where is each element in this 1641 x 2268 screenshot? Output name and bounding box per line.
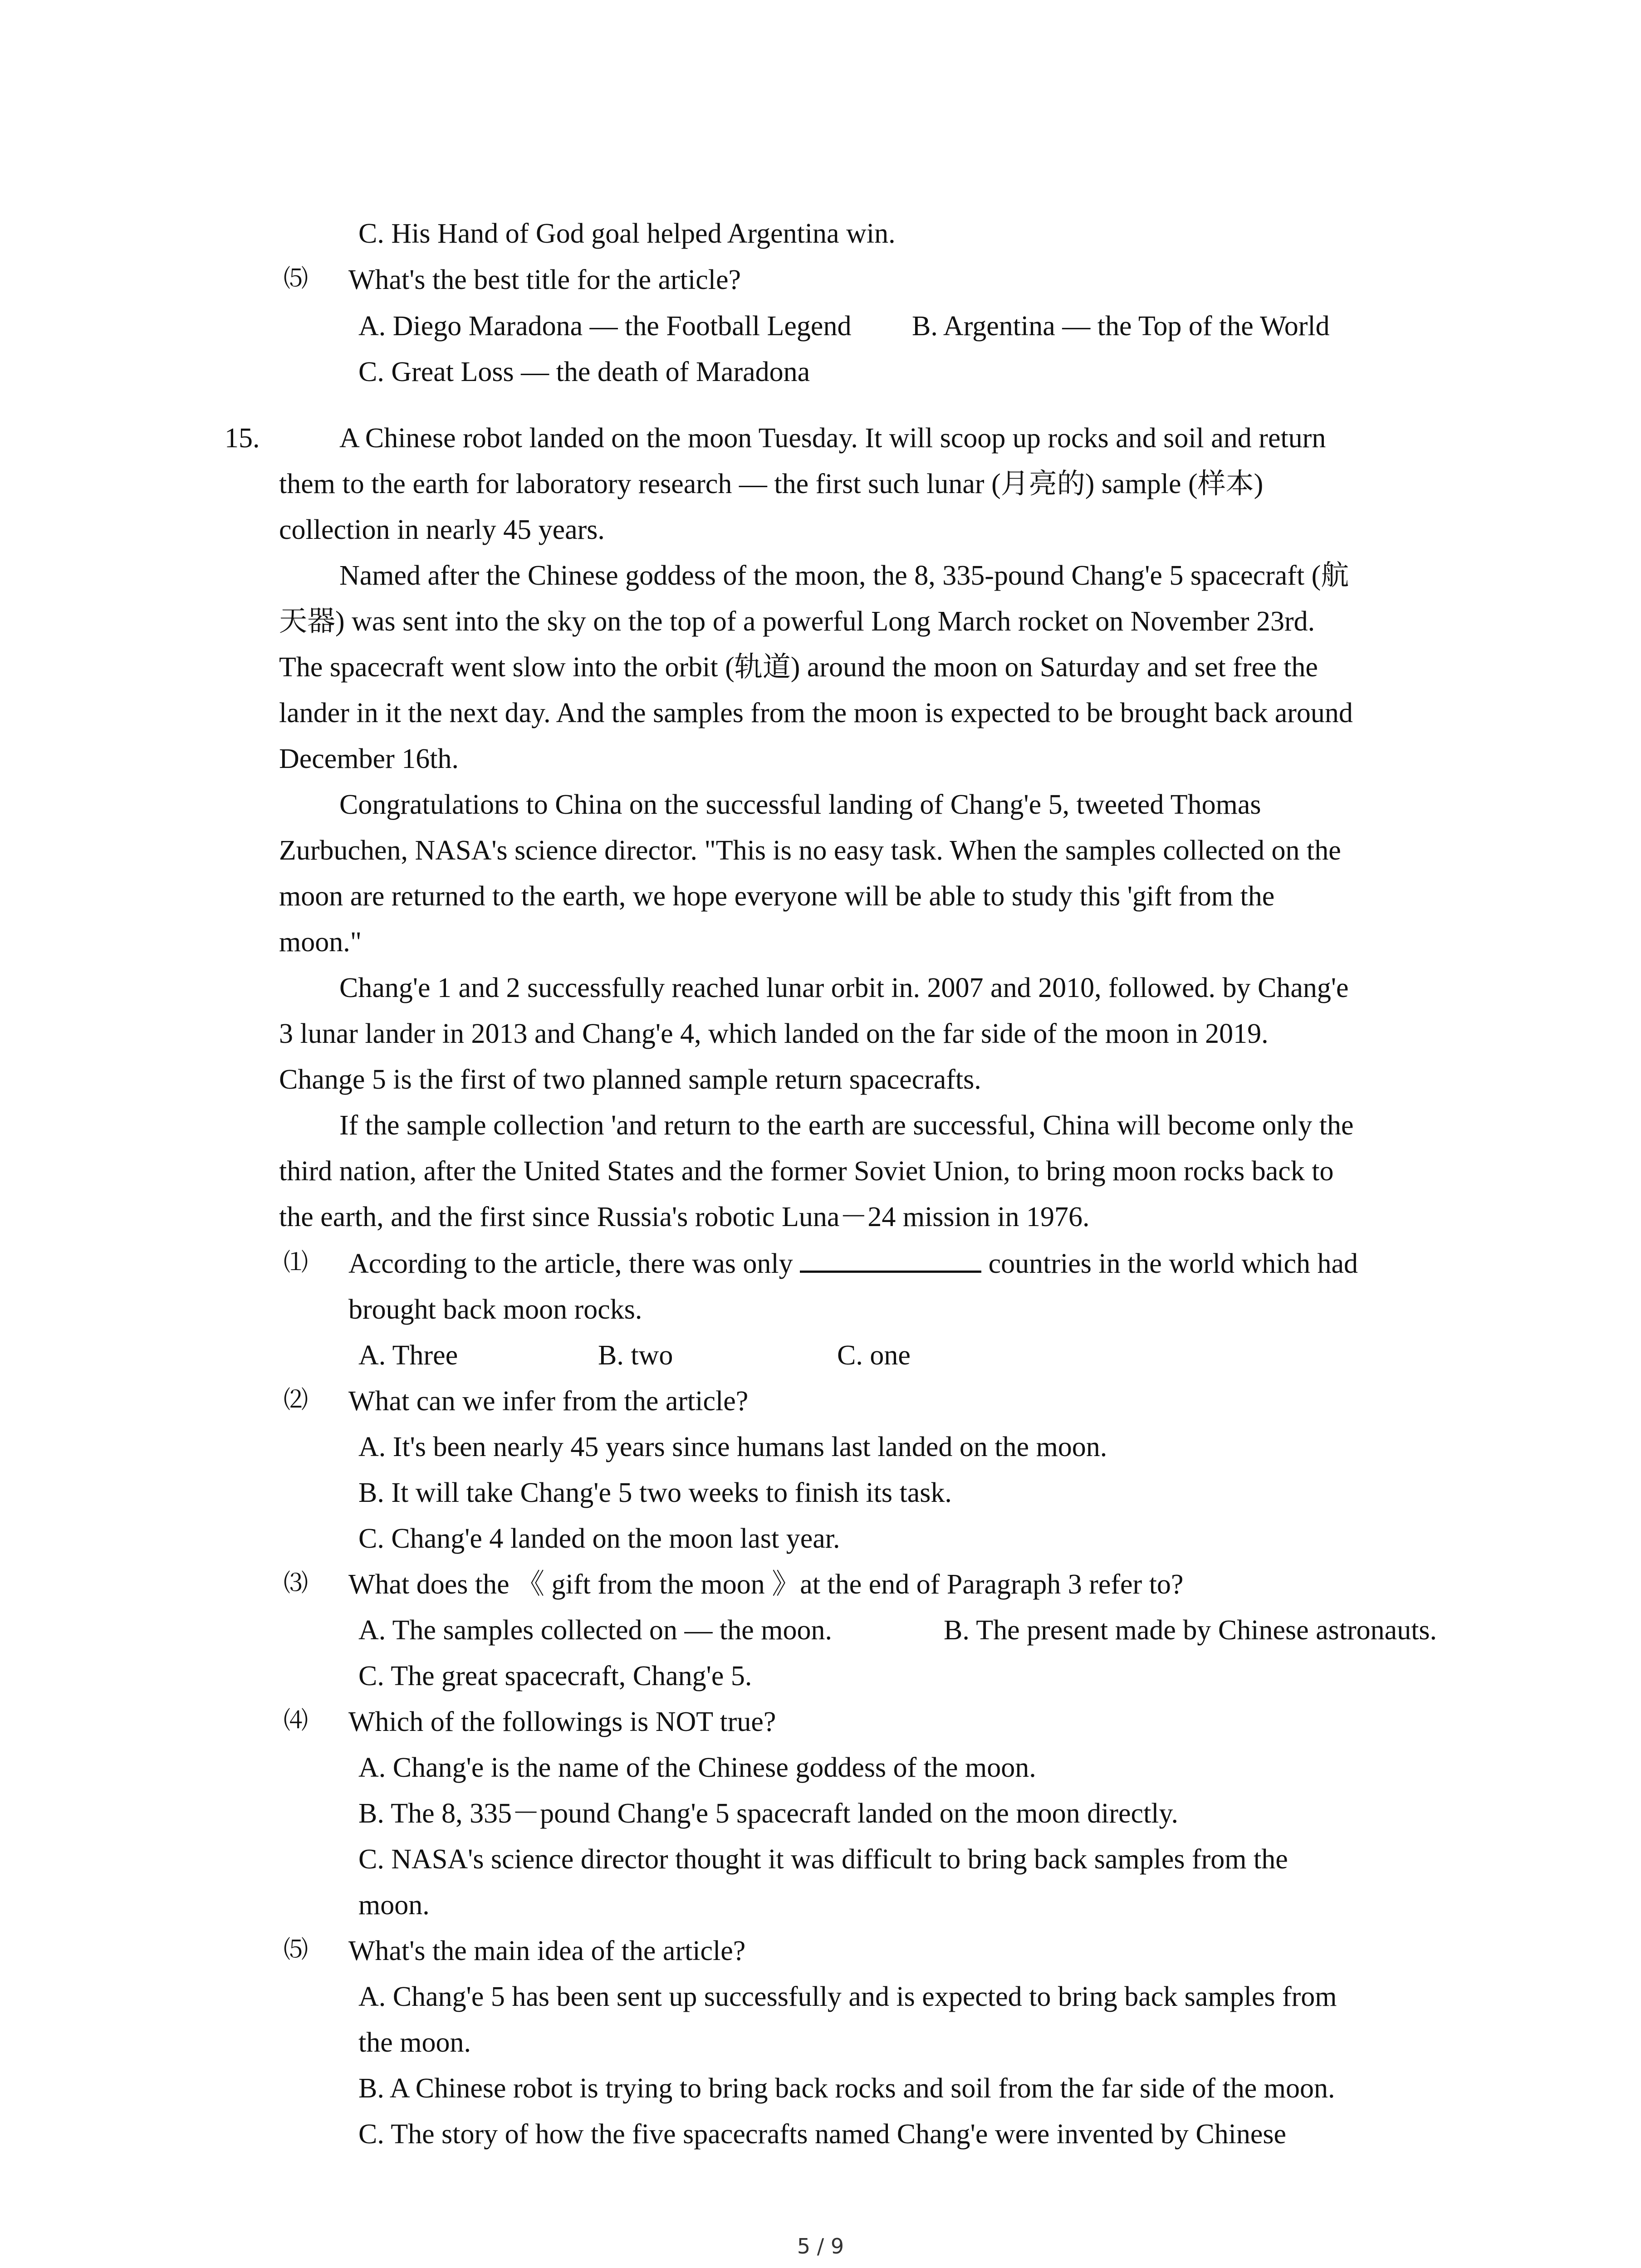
q15-q3-option-c: C. The great spacecraft, Chang'e 5.	[358, 1661, 752, 1691]
q15-q1-stem-before: According to the article, there was only	[348, 1248, 793, 1279]
q15-passage-line: If the sample collection 'and return to the earth are successful, China will become only the	[339, 1110, 1354, 1141]
q15-passage-line: The spacecraft went slow into the orbit (轨道) around the moon on Saturday and set free the	[279, 652, 1318, 683]
q15-passage-line: lander in it the next day. And the samples from the moon is expected to be brought back around	[279, 698, 1353, 728]
q15-q4-option-c-line2: moon.	[358, 1890, 430, 1921]
q15-q4-option-c-line1: C. NASA's science director thought it was difficult to bring back samples from the	[358, 1844, 1288, 1875]
q15-passage-line: A Chinese robot landed on the moon Tuesday. It will scoop up rocks and soil and return	[339, 423, 1326, 454]
q15-q4-number: ⑷	[284, 1707, 308, 1734]
q15-q4-option-b: B. The 8, 335－pound Chang'e 5 spacecraft landed on the moon directly.	[358, 1798, 1178, 1829]
q15-number: 15.	[225, 423, 260, 454]
q15-q5-option-a-line1: A. Chang'e 5 has been sent up successfully and is expected to bring back samples from	[358, 1981, 1337, 2012]
q14-q5-option-b: B. Argentina — the Top of the World	[912, 311, 1330, 342]
q15-q4-option-a: A. Chang'e is the name of the Chinese goddess of the moon.	[358, 1752, 1036, 1783]
q15-q5-number: ⑸	[284, 1936, 308, 1963]
q15-q2-option-c: C. Chang'e 4 landed on the moon last year.	[358, 1523, 840, 1554]
q15-passage-line: them to the earth for laboratory research — the first such lunar (月亮的) sample (样本)	[279, 469, 1264, 499]
q15-q3-number: ⑶	[284, 1569, 308, 1597]
q15-q5-option-c: C. The story of how the five spacecrafts named Chang'e were invented by Chinese	[358, 2119, 1287, 2150]
q15-q1-stem	[348, 1250, 1358, 1278]
q15-passage-line: 天器) was sent into the sky on the top of a powerful Long March rocket on November 23rd.	[279, 606, 1315, 637]
q15-q5-option-a-line2: the moon.	[358, 2027, 471, 2058]
q14-q5-option-a: A. Diego Maradona — the Football Legend	[358, 311, 852, 342]
q15-q5-stem: What's the main idea of the article?	[348, 1936, 746, 1966]
q15-passage-line: collection in nearly 45 years.	[279, 514, 605, 545]
q15-q2-option-b: B. It will take Chang'e 5 two weeks to finish its task.	[358, 1477, 952, 1508]
q15-passage-line: moon."	[279, 927, 362, 958]
q15-q5-option-b: B. A Chinese robot is trying to bring back rocks and soil from the far side of the moon.	[358, 2073, 1335, 2104]
q14-q5-stem: What's the best title for the article?	[348, 264, 741, 295]
q15-passage-line: 3 lunar lander in 2013 and Chang'e 4, which landed on the far side of the moon in 2019.	[279, 1018, 1269, 1049]
q15-q1-option-a: A. Three	[358, 1340, 458, 1371]
q15-q3-option-a: A. The samples collected on — the moon.	[358, 1615, 833, 1646]
q14-q5-option-c: C. Great Loss — the death of Maradona	[358, 357, 810, 387]
q15-q4-stem: Which of the followings is NOT true?	[348, 1706, 776, 1737]
q15-passage-line: the earth, and the first since Russia's robotic Luna－24 mission in 1976.	[279, 1202, 1090, 1232]
q15-q2-option-a: A. It's been nearly 45 years since humans last landed on the moon.	[358, 1432, 1107, 1462]
q15-q1-option-b: B. two	[598, 1340, 673, 1371]
q15-passage-line: Named after the Chinese goddess of the moon, the 8, 335-pound Chang'e 5 spacecraft (航	[339, 560, 1349, 591]
q15-q2-number: ⑵	[284, 1386, 308, 1413]
answer-blank	[800, 1252, 981, 1273]
q14-q4-option-c: C. His Hand of God goal helped Argentina win.	[358, 218, 896, 249]
q15-q1-stem-line2: brought back moon rocks.	[348, 1294, 642, 1325]
q15-passage-line: third nation, after the United States and the former Soviet Union, to bring moon rocks back to	[279, 1156, 1334, 1187]
q15-passage-line: Chang'e 1 and 2 successfully reached lunar orbit in. 2007 and 2010, followed. by Chang'e	[339, 973, 1349, 1003]
page-number: 5 / 9	[797, 2234, 844, 2258]
q15-passage-line: moon are returned to the earth, we hope everyone will be able to study this 'gift from the	[279, 881, 1275, 912]
q15-q1-number: ⑴	[284, 1249, 308, 1276]
q15-q1-stem-after: countries in the world which had	[988, 1248, 1358, 1279]
q15-q3-option-b: B. The present made by Chinese astronauts.	[944, 1615, 1437, 1646]
q15-q1-option-c: C. one	[837, 1340, 911, 1371]
q15-q3-stem: What does the 《 gift from the moon 》at the end of Paragraph 3 refer to?	[348, 1569, 1184, 1600]
q15-passage-line: Zurbuchen, NASA's science director. "This is no easy task. When the samples collected on the	[279, 835, 1341, 866]
q14-q5-number: ⑸	[284, 265, 308, 292]
q15-passage-line: Congratulations to China on the successful landing of Chang'e 5, tweeted Thomas	[339, 789, 1261, 820]
q15-q2-stem: What can we infer from the article?	[348, 1386, 749, 1417]
q15-passage-line: December 16th.	[279, 743, 459, 774]
q15-passage-line: Change 5 is the first of two planned sample return spacecrafts.	[279, 1064, 981, 1095]
